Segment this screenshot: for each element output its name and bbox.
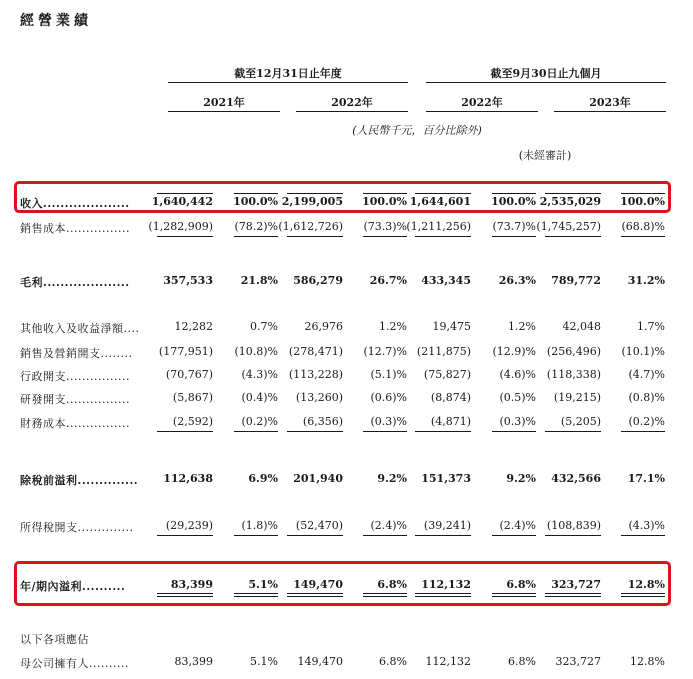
row-label-profit-for-period: 年/期內溢利.......... [20, 580, 126, 593]
row-cell-gross-profit: 26.7% [369, 274, 407, 287]
row-cell-profit-for-period: 323,727 [551, 578, 601, 591]
cell-underline [415, 236, 471, 237]
row-cell-other-income: 42,048 [562, 320, 601, 333]
row-cell-selling-expenses: (278,471) [288, 345, 343, 358]
row-cell-gross-profit: 31.2% [627, 274, 665, 287]
row-cell-income-tax: (4.3)% [628, 519, 665, 532]
row-cell-other-income: 26,976 [304, 320, 343, 333]
row-cell-revenue: 100.0% [491, 195, 536, 208]
row-cell-finance-costs: (4,871) [430, 415, 471, 428]
cell-underline [415, 535, 471, 536]
row-label-rd-expenses: 研發開支................ [20, 393, 130, 406]
year-header-2023-9m: 2023年 [589, 96, 631, 109]
cell-underline [287, 431, 343, 432]
row-cell-gross-profit: 26.3% [498, 274, 536, 287]
cell-underline [157, 236, 213, 237]
row-cell-profit-before-tax: 6.9% [248, 472, 278, 485]
row-cell-cost-of-sales: (1,745,257) [536, 220, 601, 233]
header-group-nine-months: 截至9月30日止九個月 [490, 67, 602, 80]
cell-underline [363, 431, 407, 432]
row-cell-profit-before-tax: 201,940 [293, 472, 343, 485]
row-cell-selling-expenses: (256,496) [546, 345, 601, 358]
row-cell-rd-expenses: (8,874) [430, 391, 471, 404]
row-cell-finance-costs: (5,205) [560, 415, 601, 428]
row-cell-rd-expenses: (13,260) [295, 391, 343, 404]
row-label-selling-expenses: 銷售及營銷開支........ [20, 347, 133, 360]
row-cell-rd-expenses: (5,867) [172, 391, 213, 404]
header-group-nine-months-rule [426, 82, 666, 83]
row-cell-finance-costs: (0.3)% [499, 415, 536, 428]
cell-underline [287, 535, 343, 536]
year-header-2021: 2021年 [203, 96, 245, 109]
row-cell-cost-of-sales: (73.3)% [363, 220, 407, 233]
row-cell-finance-costs: (0.2)% [628, 415, 665, 428]
cell-underline [621, 236, 665, 237]
row-cell-other-income: 12,282 [174, 320, 213, 333]
row-cell-income-tax: (108,839) [546, 519, 601, 532]
row-label-income-tax: 所得稅開支.............. [20, 521, 134, 534]
row-label-revenue: 收入.................... [20, 197, 130, 210]
row-cell-selling-expenses: (177,951) [158, 345, 213, 358]
row-cell-other-income: 1.7% [637, 320, 665, 333]
row-cell-admin-expenses: (70,767) [165, 368, 213, 381]
row-cell-cost-of-sales: (68.8)% [621, 220, 665, 233]
row-cell-cost-of-sales: (78.2)% [234, 220, 278, 233]
row-cell-owners-of-parent: 149,470 [297, 655, 343, 668]
row-cell-other-income: 0.7% [250, 320, 278, 333]
year-rule [554, 111, 666, 112]
row-cell-admin-expenses: (4.3)% [241, 368, 278, 381]
row-cell-owners-of-parent: 5.1% [250, 655, 278, 668]
row-label-finance-costs: 財務成本................ [20, 417, 130, 430]
row-cell-revenue: 100.0% [362, 195, 407, 208]
row-cell-revenue: 100.0% [620, 195, 665, 208]
cell-underline [545, 535, 601, 536]
row-cell-income-tax: (2.4)% [370, 519, 407, 532]
row-cell-rd-expenses: (0.8)% [628, 391, 665, 404]
row-cell-owners-of-parent: 112,132 [425, 655, 471, 668]
year-rule [168, 111, 280, 112]
row-cell-income-tax: (39,241) [423, 519, 471, 532]
cell-underline [621, 535, 665, 536]
row-cell-admin-expenses: (113,228) [288, 368, 343, 381]
row-cell-owners-of-parent: 323,727 [555, 655, 601, 668]
highlight-revenue-row [14, 181, 671, 213]
cell-underline [492, 535, 536, 536]
row-cell-profit-before-tax: 9.2% [506, 472, 536, 485]
row-cell-admin-expenses: (75,827) [423, 368, 471, 381]
row-cell-rd-expenses: (0.4)% [241, 391, 278, 404]
row-cell-selling-expenses: (12.7)% [363, 345, 407, 358]
row-cell-rd-expenses: (0.6)% [370, 391, 407, 404]
highlight-profit-row [14, 561, 671, 606]
year-rule [426, 111, 538, 112]
row-cell-revenue: 1,644,601 [409, 195, 471, 208]
row-cell-profit-before-tax: 112,638 [163, 472, 213, 485]
row-label-admin-expenses: 行政開支................ [20, 370, 130, 383]
row-cell-revenue: 2,535,029 [539, 195, 601, 208]
row-cell-gross-profit: 586,279 [293, 274, 343, 287]
row-cell-profit-for-period: 112,132 [421, 578, 471, 591]
cell-underline [234, 431, 278, 432]
row-cell-profit-for-period: 6.8% [506, 578, 536, 591]
row-cell-cost-of-sales: (1,612,726) [278, 220, 343, 233]
cell-underline [545, 236, 601, 237]
cell-underline [621, 431, 665, 432]
row-label-owners-of-parent: 母公司擁有人.......... [20, 657, 129, 670]
cell-underline [492, 431, 536, 432]
cell-underline [157, 431, 213, 432]
row-cell-profit-for-period: 12.8% [627, 578, 665, 591]
row-cell-income-tax: (2.4)% [499, 519, 536, 532]
row-cell-admin-expenses: (4.6)% [499, 368, 536, 381]
row-cell-profit-before-tax: 151,373 [421, 472, 471, 485]
cell-underline [363, 236, 407, 237]
row-cell-gross-profit: 433,345 [421, 274, 471, 287]
row-cell-owners-of-parent: 12.8% [630, 655, 665, 668]
row-cell-income-tax: (1.8)% [241, 519, 278, 532]
row-cell-other-income: 1.2% [508, 320, 536, 333]
row-cell-cost-of-sales: (1,211,256) [406, 220, 471, 233]
section-title: 經營業績 [20, 13, 92, 29]
row-cell-cost-of-sales: (73.7)% [492, 220, 536, 233]
row-cell-profit-for-period: 5.1% [248, 578, 278, 591]
row-cell-gross-profit: 21.8% [240, 274, 278, 287]
row-cell-finance-costs: (0.2)% [241, 415, 278, 428]
row-cell-gross-profit: 789,772 [551, 274, 601, 287]
cell-underline [492, 236, 536, 237]
row-cell-profit-for-period: 149,470 [293, 578, 343, 591]
header-group-annual: 截至12月31日止年度 [234, 67, 342, 80]
row-cell-income-tax: (29,239) [165, 519, 213, 532]
year-header-2022: 2022年 [331, 96, 373, 109]
row-cell-profit-before-tax: 432,566 [551, 472, 601, 485]
row-cell-finance-costs: (0.3)% [370, 415, 407, 428]
row-cell-revenue: 2,199,005 [281, 195, 343, 208]
year-rule [296, 111, 408, 112]
row-cell-income-tax: (52,470) [295, 519, 343, 532]
row-label-gross-profit: 毛利.................... [20, 276, 130, 289]
row-cell-profit-before-tax: 9.2% [377, 472, 407, 485]
row-cell-profit-for-period: 83,399 [170, 578, 213, 591]
cell-underline [363, 535, 407, 536]
cell-underline [415, 431, 471, 432]
row-cell-selling-expenses: (10.1)% [621, 345, 665, 358]
cell-underline [157, 535, 213, 536]
year-header-2022-9m: 2022年 [461, 96, 503, 109]
row-cell-admin-expenses: (5.1)% [370, 368, 407, 381]
row-cell-owners-of-parent: 83,399 [174, 655, 213, 668]
cell-underline [545, 431, 601, 432]
header-group-annual-rule [168, 82, 408, 83]
cell-underline [234, 535, 278, 536]
row-cell-admin-expenses: (118,338) [546, 368, 601, 381]
attributable-heading: 以下各項應佔 [20, 633, 89, 646]
cell-underline [287, 236, 343, 237]
row-label-profit-before-tax: 除稅前溢利.............. [20, 474, 139, 487]
currency-note: (人民幣千元，百分比除外) [352, 124, 482, 137]
row-cell-finance-costs: (6,356) [302, 415, 343, 428]
row-cell-revenue: 1,640,442 [151, 195, 213, 208]
row-cell-revenue: 100.0% [233, 195, 278, 208]
row-cell-selling-expenses: (211,875) [416, 345, 471, 358]
unaudited-note: (未經審計) [518, 149, 572, 162]
row-cell-profit-for-period: 6.8% [377, 578, 407, 591]
row-cell-owners-of-parent: 6.8% [508, 655, 536, 668]
row-cell-admin-expenses: (4.7)% [628, 368, 665, 381]
row-cell-finance-costs: (2,592) [172, 415, 213, 428]
row-label-other-income: 其他收入及收益淨額.... [20, 322, 140, 335]
row-cell-owners-of-parent: 6.8% [379, 655, 407, 668]
cell-underline [234, 236, 278, 237]
row-cell-cost-of-sales: (1,282,909) [148, 220, 213, 233]
row-cell-selling-expenses: (10.8)% [234, 345, 278, 358]
row-cell-rd-expenses: (0.5)% [499, 391, 536, 404]
row-cell-rd-expenses: (19,215) [553, 391, 601, 404]
row-cell-profit-before-tax: 17.1% [627, 472, 665, 485]
row-label-cost-of-sales: 銷售成本................ [20, 222, 130, 235]
row-cell-other-income: 19,475 [432, 320, 471, 333]
row-cell-gross-profit: 357,533 [163, 274, 213, 287]
row-cell-selling-expenses: (12.9)% [492, 345, 536, 358]
row-cell-other-income: 1.2% [379, 320, 407, 333]
